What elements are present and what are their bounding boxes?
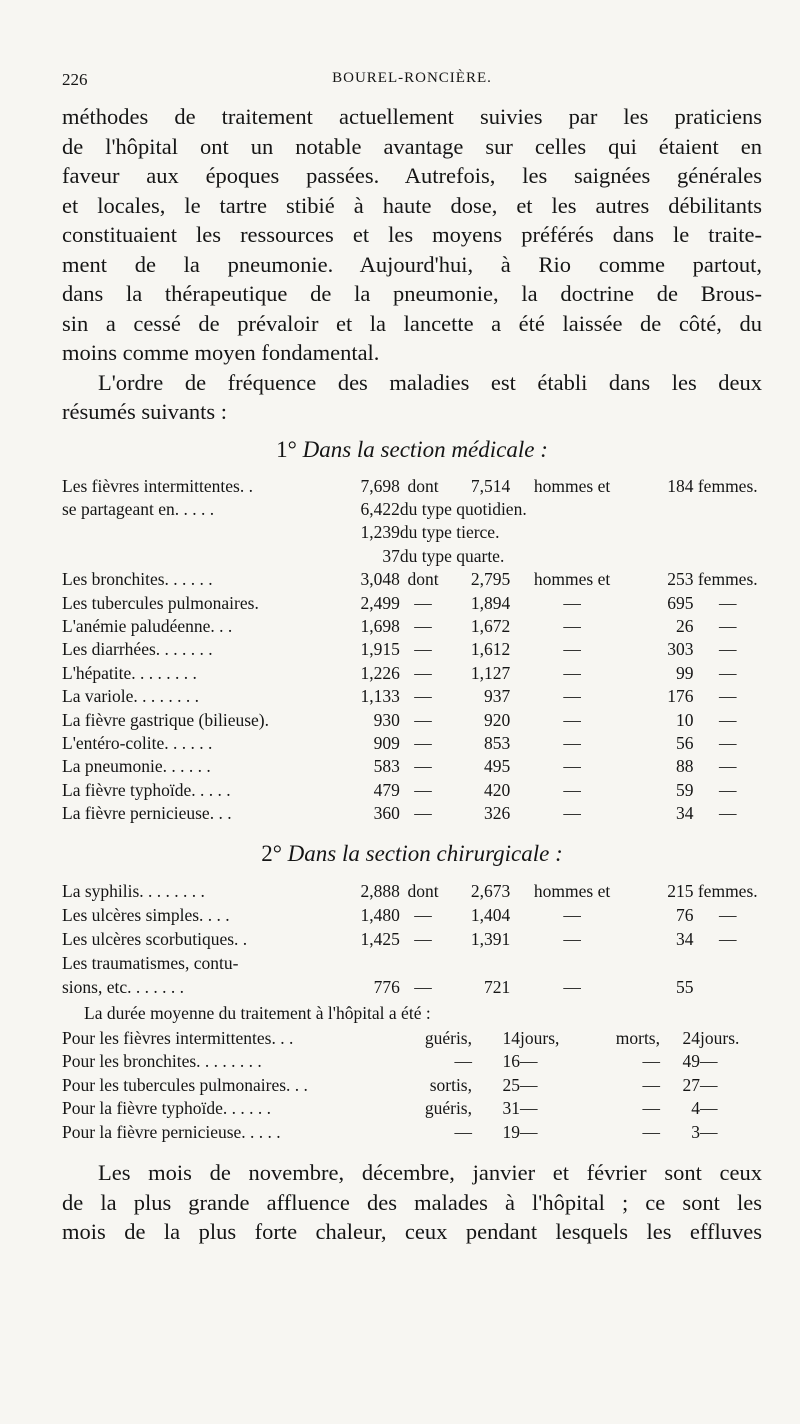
disease-label: Les fièvres intermittentes. . (62, 475, 253, 496)
sep: — (414, 662, 432, 683)
surgical-stats-table (62, 879, 762, 999)
unit: — (520, 1122, 538, 1143)
disease-label (62, 545, 336, 568)
text-line: mois de la plus forte chaleur, ceux pendant lesquels les effluves (62, 1219, 762, 1245)
sep: — (563, 732, 581, 753)
disease-label: Les bronchites. . . . . . (62, 569, 213, 590)
days: 4 (691, 1098, 700, 1119)
days: 19 (502, 1122, 520, 1143)
table-row (62, 591, 762, 614)
men-count: 1,404 (470, 904, 511, 925)
total-count: 1,133 (360, 686, 400, 707)
text-line: moins comme moyen fondamental. (62, 340, 380, 365)
sep: — (719, 616, 737, 637)
days: 16 (502, 1051, 520, 1072)
sep: hommes et (533, 475, 611, 496)
outcome: — (642, 1122, 660, 1143)
days: 3 (691, 1122, 700, 1143)
sep: hommes et (533, 569, 611, 590)
outcome: guéris, (424, 1098, 472, 1119)
women-count: 99 (676, 662, 694, 683)
total-count: 1,425 (360, 928, 400, 949)
total-count: 583 (373, 756, 400, 777)
men-count: 326 (483, 803, 511, 824)
total-count (336, 951, 400, 975)
sep: — (563, 662, 581, 683)
men-count: 853 (483, 732, 511, 753)
disease-label: Pour la fièvre typhoïde. . . . . . (62, 1098, 271, 1119)
table-row (62, 755, 762, 778)
sep: hommes et (533, 880, 611, 901)
table-row (62, 662, 762, 685)
outcome: guéris, (424, 1027, 472, 1048)
outcome: — (454, 1122, 472, 1143)
men-count: 1,391 (470, 928, 511, 949)
men-count: 920 (483, 709, 511, 730)
men-count: 721 (483, 976, 511, 997)
outcome: sortis, (429, 1074, 472, 1095)
sep: du type tierce. (399, 522, 500, 543)
disease-label: Les ulcères simples. . . . (62, 904, 230, 925)
table-row (62, 521, 762, 544)
table-row (62, 1050, 762, 1074)
sep: dont (407, 569, 439, 590)
running-header (62, 70, 762, 96)
sep: du type quarte. (399, 545, 505, 566)
sep: — (414, 803, 432, 824)
section-number: 2° (261, 841, 282, 867)
sep: — (414, 686, 432, 707)
women-count: 695 (667, 592, 694, 613)
total-count: 930 (373, 709, 400, 730)
page-number: 226 (62, 70, 88, 89)
sep: — (719, 779, 737, 800)
table-row (62, 475, 762, 498)
total-count: 1,239 (360, 522, 400, 543)
disease-label: L'hépatite. . . . . . . . (62, 662, 197, 683)
sep: femmes. (697, 475, 758, 496)
text-line: de l'hôpital ont un notable avantage sur celles qui étaient en (62, 133, 762, 159)
disease-label: Pour la fièvre pernicieuse. . . . . (62, 1122, 281, 1143)
disease-label: La fièvre pernicieuse. . . (62, 803, 232, 824)
disease-label: Les traumatismes, contu- (62, 952, 239, 973)
sep: — (719, 756, 737, 777)
unit: — (520, 1074, 538, 1095)
table-row (62, 975, 762, 999)
women-count: 34 (676, 803, 694, 824)
sep: — (563, 928, 581, 949)
order-paragraph (62, 368, 762, 427)
days: 25 (502, 1074, 520, 1095)
total-count: 3,048 (360, 569, 400, 590)
women-count (634, 951, 694, 975)
text-line: constituaient les ressources et les moyens préférés dans le traite- (62, 222, 762, 247)
table-row (62, 568, 762, 591)
sep: — (414, 709, 432, 730)
sep: — (414, 732, 432, 753)
disease-label: La syphilis. . . . . . . . (62, 880, 205, 901)
men-count: 7,514 (470, 475, 511, 496)
table-row (62, 638, 762, 661)
sep: — (719, 928, 737, 949)
sep: dont (407, 475, 439, 496)
total-count: 776 (373, 976, 400, 997)
sep: dont (407, 880, 439, 901)
sep: — (563, 592, 581, 613)
men-count (446, 951, 510, 975)
table-row (62, 498, 762, 521)
disease-label: Les diarrhées. . . . . . . (62, 639, 213, 660)
unit: — (700, 1051, 718, 1072)
sep (694, 951, 763, 975)
total-count: 479 (373, 779, 400, 800)
days: 31 (502, 1098, 520, 1119)
women-count: 59 (676, 779, 694, 800)
text-line: de la plus grande affluence des malades à l'hôpital ; ce sont les (62, 1189, 762, 1215)
text-line: méthodes de traitement actuellement suivies par les praticiens (62, 104, 762, 129)
table-row (62, 1026, 762, 1050)
women-count: 34 (676, 928, 694, 949)
unit: — (700, 1074, 718, 1095)
women-count: 253 (667, 569, 694, 590)
men-count: 420 (483, 779, 511, 800)
unit: jours, (520, 1027, 560, 1048)
total-count: 1,698 (360, 616, 400, 637)
total-count: 6,422 (360, 499, 400, 520)
women-count: 56 (676, 732, 694, 753)
disease-label: L'anémie paludéenne. . . (62, 616, 233, 637)
disease-label: sions, etc. . . . . . . (62, 976, 185, 997)
sep: — (414, 639, 432, 660)
men-count: 2,673 (470, 880, 511, 901)
disease-label: Pour les tubercules pulmonaires. . . (62, 1074, 308, 1095)
table-row (62, 708, 762, 731)
unit: jours. (700, 1027, 740, 1048)
text-line: faveur aux époques passées. Autrefois, les saignées générales (62, 163, 762, 188)
running-title: BOUREL-RONCIÈRE. (332, 70, 492, 86)
disease-label: se partageant en. . . . . (62, 499, 215, 520)
men-count: 1,894 (470, 592, 511, 613)
table-row (62, 732, 762, 755)
women-count: 76 (676, 904, 694, 925)
table-row (62, 545, 762, 568)
women-count: 303 (667, 639, 694, 660)
text-line: résumés suivants : (62, 399, 227, 424)
sep: — (719, 803, 737, 824)
text-line: sin a cessé de prévaloir et la lancette a été laissée de côté, du (62, 310, 762, 336)
women-count: 55 (676, 976, 694, 997)
sep: — (719, 904, 737, 925)
outcome: — (642, 1098, 660, 1119)
disease-label: La pneumonie. . . . . . (62, 756, 211, 777)
sep: — (563, 976, 581, 997)
men-count: 495 (483, 756, 511, 777)
unit: — (700, 1122, 718, 1143)
sep: — (414, 616, 432, 637)
table-row (62, 951, 762, 975)
disease-label: Les tubercules pulmonaires. (62, 592, 259, 613)
sep: femmes. (697, 569, 758, 590)
disease-label: La variole. . . . . . . . (62, 686, 200, 707)
section-medical-title (62, 437, 762, 463)
total-count: 909 (373, 732, 400, 753)
sep: — (719, 732, 737, 753)
sep: — (563, 686, 581, 707)
sep: — (719, 639, 737, 660)
sep: — (563, 779, 581, 800)
women-count: 88 (676, 756, 694, 777)
section-title-text: Dans la section chirurgicale : (287, 841, 563, 867)
days: 27 (682, 1074, 700, 1095)
men-count: 1,612 (470, 639, 511, 660)
sep (400, 951, 446, 975)
section-title-text: Dans la section médicale : (302, 436, 548, 462)
table-row (62, 879, 762, 903)
outcome: morts, (615, 1027, 660, 1048)
text-line: dans la thérapeutique de la pneumonie, la doctrine de Brous- (62, 281, 762, 306)
women-count: 26 (676, 616, 694, 637)
table-row (62, 1074, 762, 1098)
intro-paragraph (62, 102, 762, 368)
sep: — (414, 928, 432, 949)
sep: — (719, 592, 737, 613)
total-count: 1,915 (360, 639, 400, 660)
men-count: 1,127 (470, 662, 511, 683)
duration-table (62, 1026, 762, 1144)
table-row (62, 615, 762, 638)
disease-label: Pour les bronchites. . . . . . . . (62, 1051, 262, 1072)
table-row (62, 927, 762, 951)
total-count: 360 (373, 803, 400, 824)
section-number: 1° (276, 436, 297, 462)
unit: — (700, 1098, 718, 1119)
sep: du type quotidien. (399, 499, 527, 520)
disease-label: La fièvre gastrique (bilieuse). (62, 709, 269, 730)
sep: — (563, 756, 581, 777)
text-line: ment de la pneumonie. Aujourd'hui, à Rio comme partout, (62, 251, 762, 277)
section-surgical-title (62, 841, 762, 867)
sep: — (719, 686, 737, 707)
women-count: 10 (676, 709, 694, 730)
sep: — (563, 904, 581, 925)
sep: — (414, 779, 432, 800)
total-count: 1,480 (360, 904, 400, 925)
men-count: 2,795 (470, 569, 511, 590)
outcome: — (642, 1074, 660, 1095)
total-count: 1,226 (360, 662, 400, 683)
days: 24 (682, 1027, 700, 1048)
table-row (62, 1097, 762, 1121)
book-page (62, 70, 762, 1247)
duration-intro: La durée moyenne du traitement à l'hôpital a été : (84, 1003, 431, 1024)
sep (694, 975, 763, 999)
unit: — (520, 1051, 538, 1072)
outcome: — (454, 1051, 472, 1072)
sep: — (414, 756, 432, 777)
men-count: 1,672 (470, 616, 511, 637)
sep: — (563, 709, 581, 730)
sep: — (414, 592, 432, 613)
table-row (62, 802, 762, 825)
men-count: 937 (483, 686, 511, 707)
women-count: 176 (667, 686, 694, 707)
sep: femmes. (697, 880, 758, 901)
total-count: 37 (382, 545, 400, 566)
outcome: — (642, 1051, 660, 1072)
disease-label: La fièvre typhoïde. . . . . (62, 779, 231, 800)
medical-stats-table (62, 475, 762, 826)
sep: — (719, 709, 737, 730)
sep: — (719, 662, 737, 683)
text-line: Les mois de novembre, décembre, janvier et février sont ceux (98, 1160, 762, 1186)
disease-label: Les ulcères scorbutiques. . (62, 928, 248, 949)
sep: — (414, 976, 432, 997)
total-count: 7,698 (360, 475, 400, 496)
table-row (62, 1121, 762, 1145)
sep: — (563, 803, 581, 824)
women-count: 215 (667, 880, 694, 901)
closing-paragraph (62, 1158, 762, 1247)
disease-label (62, 521, 336, 544)
text-line: L'ordre de fréquence des maladies est établi dans les deux (98, 369, 762, 395)
sep (510, 951, 634, 975)
disease-label: L'entéro-colite. . . . . . (62, 732, 213, 753)
text-line: et locales, le tartre stibié à haute dose, et les autres débilitants (62, 192, 762, 218)
days: 14 (502, 1027, 520, 1048)
days: 49 (682, 1051, 700, 1072)
table-row (62, 779, 762, 802)
unit: — (520, 1098, 538, 1119)
table-row (62, 903, 762, 927)
sep: — (563, 616, 581, 637)
women-count: 184 (667, 475, 694, 496)
total-count: 2,499 (360, 592, 400, 613)
table-row (62, 685, 762, 708)
total-count: 2,888 (360, 880, 400, 901)
disease-label: Pour les fièvres intermittentes. . . (62, 1027, 294, 1048)
sep: — (563, 639, 581, 660)
sep: — (414, 904, 432, 925)
